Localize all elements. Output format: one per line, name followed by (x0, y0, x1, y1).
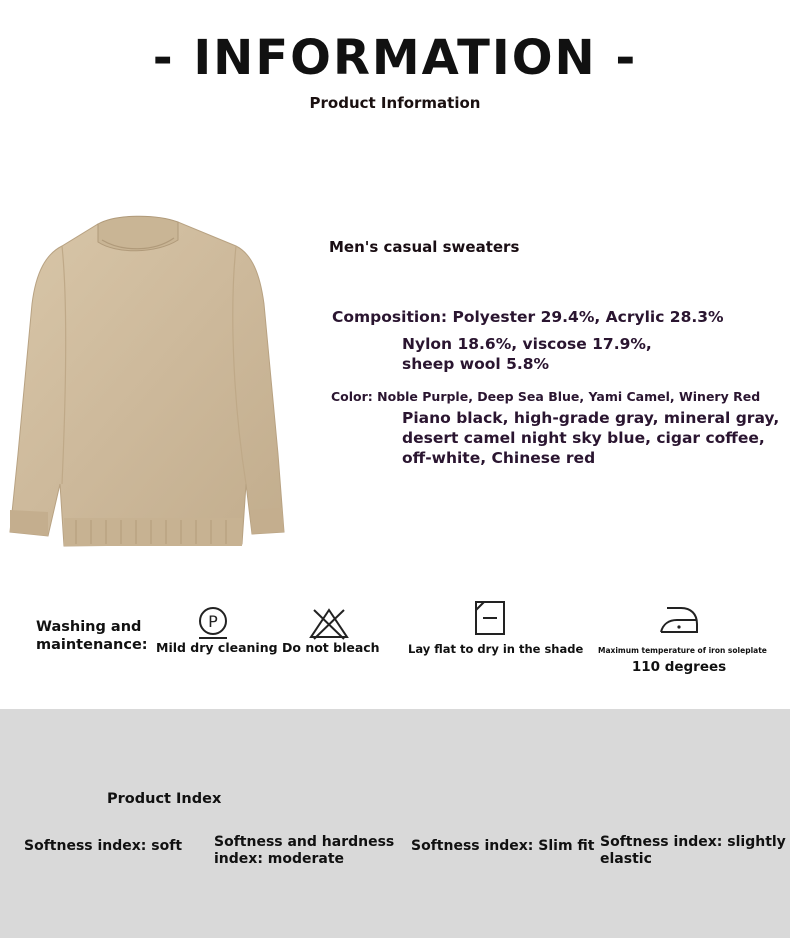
no-bleach-icon (308, 606, 350, 640)
product-name: Men's casual sweaters (329, 238, 520, 256)
color-line: Piano black, high-grade gray, mineral gray, (402, 409, 780, 427)
color-label: Color: Noble Purple, Deep Sea Blue, Yami Camel, Winery Red (331, 389, 761, 404)
page-title: - INFORMATION - (152, 30, 638, 86)
index-item-line: Softness and hardness (214, 834, 395, 850)
dry-clean-icon (195, 606, 231, 640)
wash-item-no-bleach (282, 606, 380, 655)
index-item-line: Softness index: slightly (600, 834, 786, 850)
wash-text: Lay flat to dry in the shade (408, 642, 584, 656)
composition-line: Nylon 18.6%, viscose 17.9%, (402, 335, 652, 353)
index-item (214, 834, 394, 868)
washing-label-line: Washing and (36, 619, 142, 635)
svg-text:P: P (208, 612, 218, 631)
color-line: off-white, Chinese red (402, 449, 596, 467)
washing-label-line: maintenance: (36, 637, 148, 653)
flat-dry-shade-icon (474, 600, 506, 636)
sweater-image (6, 214, 288, 558)
product-index-panel (0, 709, 790, 938)
wash-text: Maximum temperature of iron soleplate (598, 646, 767, 655)
index-item (600, 834, 786, 868)
index-item (24, 838, 182, 855)
iron-icon (657, 602, 701, 636)
composition-label: Composition: Polyester 29.4%, Acrylic 28.3% (332, 308, 724, 326)
index-item-line: Softness index: Slim fit (411, 838, 595, 854)
page-subtitle: Product Information (309, 94, 481, 112)
wash-item-dry-clean (156, 606, 278, 655)
wash-item-iron (598, 602, 767, 675)
index-item-line: index: moderate (214, 851, 345, 867)
index-item (411, 838, 594, 855)
iron-temperature: 110 degrees (631, 659, 727, 675)
composition-line: sheep wool 5.8% (402, 355, 550, 373)
wash-text: Mild dry cleaning (156, 640, 278, 655)
wash-item-flat-dry (408, 600, 584, 656)
index-item-line: elastic (600, 851, 652, 867)
color-line: desert camel night sky blue, cigar coffee, (402, 429, 765, 447)
washing-label (36, 618, 148, 654)
wash-text: Do not bleach (282, 640, 380, 655)
product-index-title: Product Index (107, 791, 222, 807)
index-item-line: Softness index: soft (24, 838, 183, 854)
